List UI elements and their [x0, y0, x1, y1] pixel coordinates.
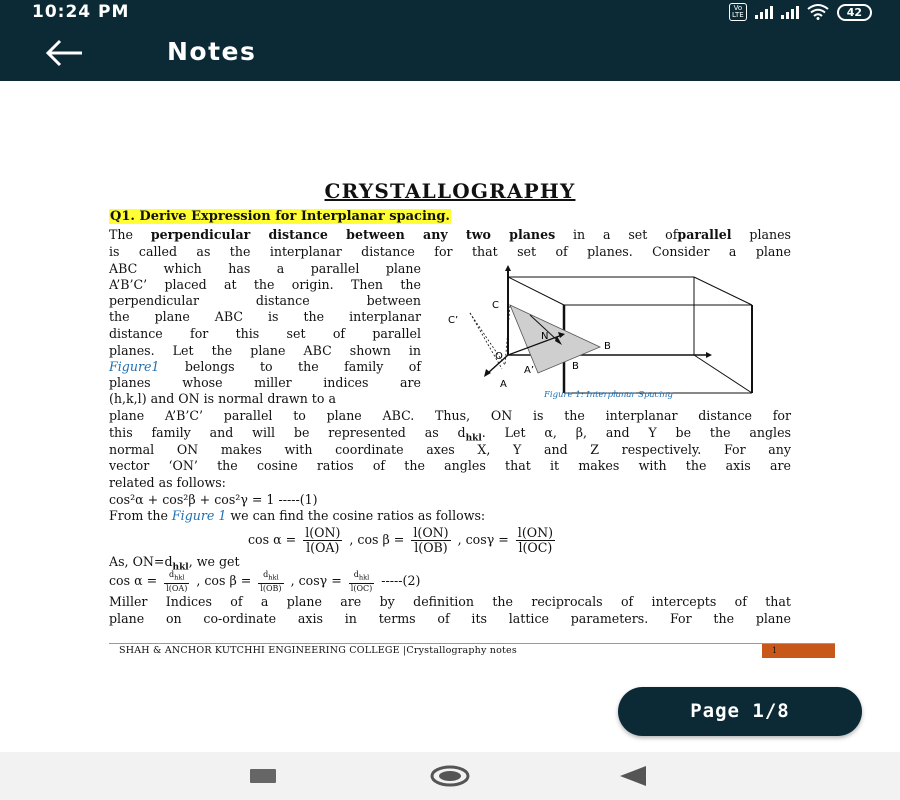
status-icons: [729, 3, 872, 21]
paragraph-line: the plane ABC is the interplanar: [109, 309, 421, 324]
figure-label-c: C: [492, 300, 499, 311]
paragraph-line: planes whose miller indices are: [109, 375, 421, 390]
footer-text: SHAH & ANCHOR KUTCHHI ENGINEERING COLLEGE |Crystallography notes: [119, 645, 517, 656]
recent-apps-icon[interactable]: [250, 769, 276, 783]
paragraph-line: plane A’B’C’ parallel to plane ABC. Thus, ON is the interplanar distance for: [109, 408, 791, 423]
wifi-icon: [807, 4, 829, 20]
equation-2: cos α = $\frac{d_{hkl}}{l(OA)}$ , cos β = $\frac{d_{hkl}}{l(OB)}$ , cosγ = $\frac{d_{hkl}}{l(OC)}$ -----(2): [109, 570, 421, 593]
back-button[interactable]: [40, 36, 90, 70]
fraction: $\frac{d_{hkl}}{l(OA)}$: [166, 570, 188, 593]
figure-label-o: O: [495, 351, 503, 362]
page-title: Notes: [167, 37, 257, 66]
page-indicator[interactable]: Page 1/8: [618, 687, 862, 736]
paragraph-line: Figure1 belongs to the family of: [109, 359, 421, 374]
arrow-left-icon: [40, 36, 90, 70]
figure-label-c-prime: C’: [448, 315, 459, 326]
document-title: CRYSTALLOGRAPHY: [324, 179, 576, 203]
footer-page-number: 1: [762, 644, 835, 658]
interplanar-spacing-figure: [440, 265, 760, 405]
paragraph-line: A’B’C’ placed at the origin. Then the: [109, 277, 421, 292]
signal-icon-2: [781, 5, 799, 19]
volte-icon: Vo LTE: [729, 3, 747, 21]
footer-divider: [109, 643, 835, 644]
home-icon[interactable]: [430, 764, 470, 788]
paragraph-line: plane on co-ordinate axis in terms of its lattice parameters. For the plane: [109, 611, 791, 626]
back-triangle-icon[interactable]: [620, 766, 648, 786]
figure-caption: Figure 1: Interplanar Spacing: [544, 390, 673, 400]
battery-icon: 42: [837, 4, 872, 21]
system-nav-bar: [0, 752, 900, 800]
paragraph-line: ABC which has a parallel plane: [109, 261, 421, 276]
fraction: $\frac{l(ON)}{l(OC)}$: [517, 525, 553, 555]
paragraph-line: related as follows:: [109, 475, 226, 490]
paragraph-line: distance for this set of parallel: [109, 326, 421, 341]
status-bar: [0, 0, 900, 24]
signal-icon: [755, 5, 773, 19]
status-time: 10:24 PM: [32, 2, 130, 22]
paragraph-line: Miller Indices of a plane are by definition the reciprocals of intercepts of that: [109, 594, 791, 609]
figure-link[interactable]: Figure1: [109, 359, 160, 374]
figure-label-a-prime: A’: [524, 365, 535, 376]
figure-link[interactable]: Figure 1: [171, 508, 227, 523]
equation-1: cos²α + cos²β + cos²γ = 1 -----(1): [109, 492, 318, 507]
fraction: $\frac{d_{hkl}}{l(OC)}$: [350, 570, 373, 593]
paragraph-line: As, $ON=d_{hkl}$, we get: [109, 554, 240, 573]
paragraph-line: (h,k,l) and ON is normal drawn to a: [109, 391, 336, 406]
paragraph-line: The perpendicular distance between any two planes in a set ofparallel planes: [109, 227, 792, 242]
figure-label-n: N: [541, 331, 549, 342]
paragraph-line: normal ON makes with coordinate axes X, Y and Z respectively. For any: [109, 442, 791, 457]
paragraph-line: vector ‘ON’ the cosine ratios of the angles that it makes with the axis are: [109, 458, 791, 473]
paragraph-line: planes. Let the plane ABC shown in: [109, 343, 421, 358]
paragraph-line: perpendicular distance between: [109, 293, 421, 308]
paragraph-line: From the Figure 1 we can find the cosine ratios as follows:: [109, 508, 486, 523]
fraction: $\frac{d_{hkl}}{l(OB)}$: [260, 570, 282, 593]
document-page[interactable]: [0, 81, 900, 751]
figure-label-b-lower: B: [572, 361, 579, 372]
cosine-ratios: cos α = $\frac{l(ON)}{l(OA)}$ , cos β = $\frac{l(ON)}{l(OB)}$ , cosγ = $\frac{l(ON)}{l(OC)}$: [248, 525, 553, 555]
figure-label-b: B: [604, 341, 611, 352]
paragraph-line: this family and will be represented as $d_{hkl}$. Let α, β, and Υ be the angles: [109, 425, 791, 444]
fraction: $\frac{l(ON)}{l(OA)}$: [305, 525, 341, 555]
app-bar: [0, 24, 900, 81]
paragraph-line: is called as the interplanar distance for that set of planes. Consider a plane: [109, 244, 791, 259]
figure-label-a: A: [500, 379, 507, 390]
question-heading: Q1. Derive Expression for Interplanar spacing.: [110, 209, 450, 224]
fraction: $\frac{l(ON)}{l(OB)}$: [413, 525, 449, 555]
